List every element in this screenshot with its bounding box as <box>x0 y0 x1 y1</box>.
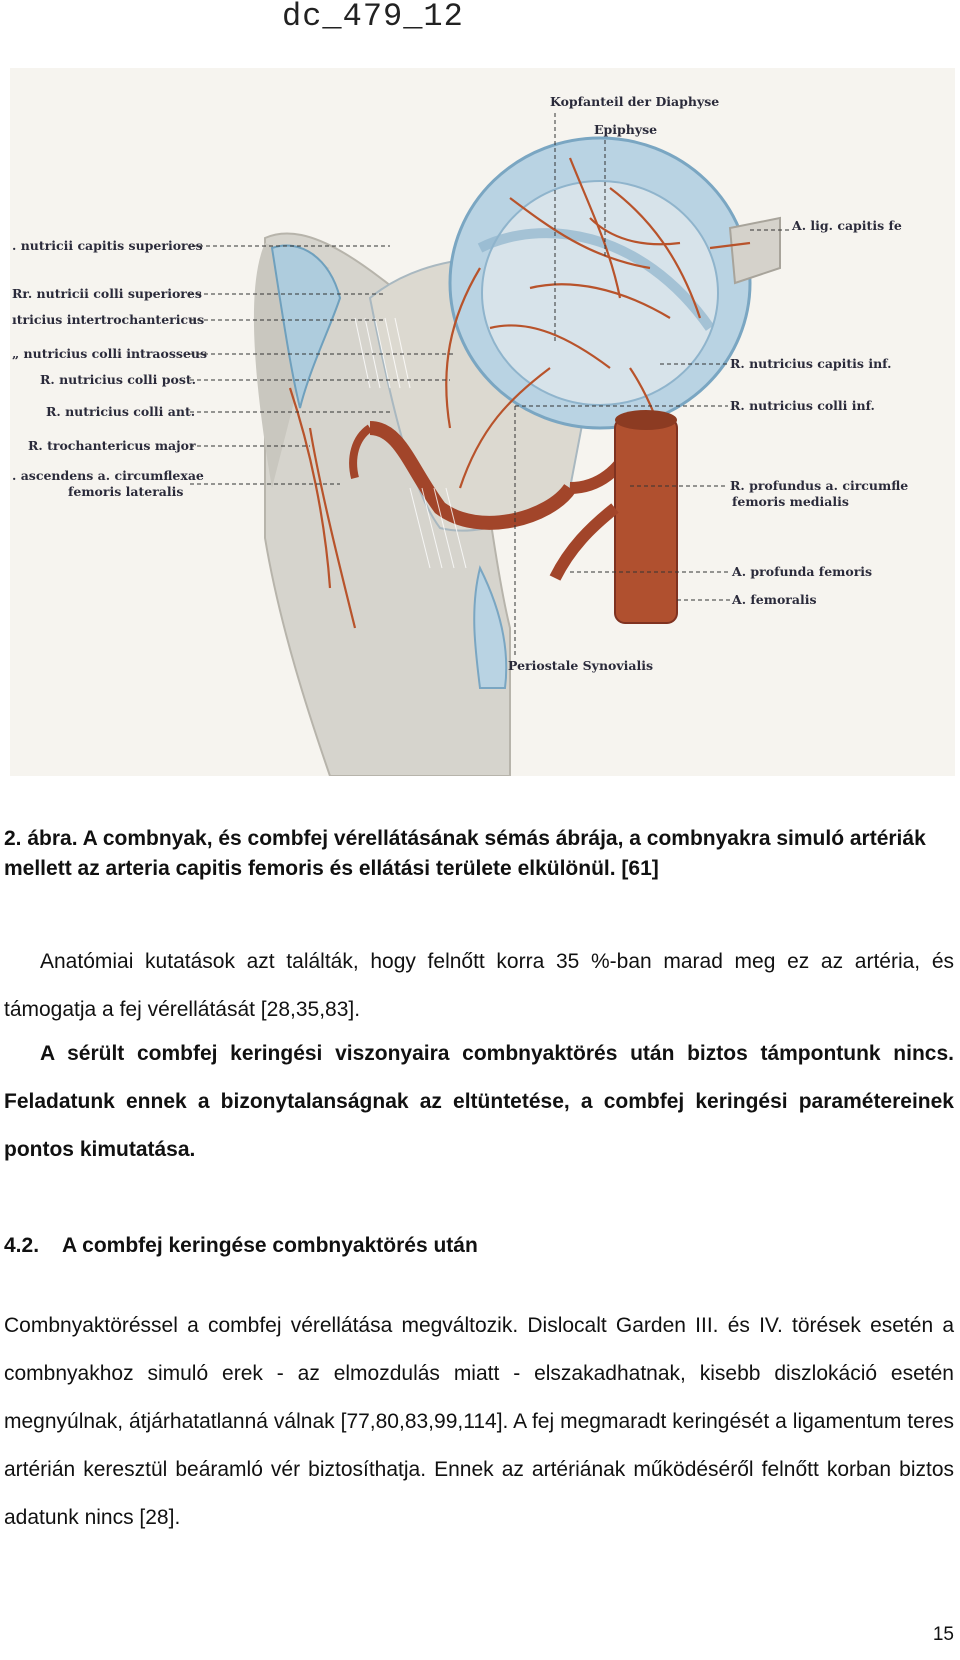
section-title: A combfej keringése combnyaktörés után <box>61 1234 478 1257</box>
label-periostale-synovialis: Periostale Synovialis <box>508 658 654 673</box>
paragraph-research-goal: A sérült combfej keringési viszonyaira combnyaktörés után biztos támpontunk nincs. Feladatunk ennek a bizonytalanságnak az eltüntetése, a combfej keringési paramétereinek pontos kimutatása. <box>4 1042 954 1161</box>
section-number: 4.2. <box>4 1234 40 1257</box>
label-kopfanteil-der-diaphyse: Kopfanteil der Diaphyse <box>550 94 720 109</box>
label-colli-post: R. nutricius colli post. <box>40 372 196 387</box>
label-nutricii-capitis-superiores: . nutricii capitis superiores <box>12 238 203 253</box>
label-lig-capitis: A. lig. capitis fe <box>792 218 902 233</box>
label-femoralis: A. femoralis <box>732 592 817 607</box>
label-nutricius-capitis-inf: R. nutricius capitis inf. <box>730 356 892 371</box>
figure-caption: 2. ábra. A combnyak, és combfej vérellátásának sémás ábrája, a combnyakra simuló artériák mellett az arteria capitis femoris és ellátási területe elkülönül. [61] <box>4 827 926 880</box>
label-colli-ant: R. nutricius colli ant. <box>46 404 196 419</box>
document-id-header: dc_479_12 <box>282 0 464 35</box>
paragraph-anatomical-research: Anatómiai kutatások azt találták, hogy felnőtt korra 35 %-ban marad meg ez az artéria, és támogatja a fej vérellátását [28,35,83]. <box>4 950 954 1021</box>
label-intertrochantericus: ıtricius intertrochantericus <box>12 312 205 327</box>
femoral-head-blood-supply-figure <box>10 68 955 776</box>
label-nutricius-colli-inf: R. nutricius colli inf. <box>730 398 875 413</box>
anatomy-illustration <box>10 68 955 776</box>
label-ascendens: . ascendens a. circumflexae <box>12 468 204 483</box>
label-femoris-medialis: femoris medialis <box>732 494 849 509</box>
label-colli-intraosseus: „ nutricius colli intraosseus <box>12 346 207 361</box>
label-profunda-femoris: A. profunda femoris <box>732 564 873 579</box>
paragraph-fracture-circulation: Combnyaktöréssel a combfej vérellátása megváltozik. Dislocalt Garden III. és IV. törések esetén a combnyakhoz simuló erek - az elmozdulás miatt - elszakadhatnak, kisebb diszlokáció esetén megnyúlnak, átjárhatatlanná válnak [77,80,83,99,114]. A fej megmaradt keringését a ligamentum teres artérián keresztül beáramló vér biztosíthatja. Ennek az artériának működéséről felnőtt korban biztos adatunk nincs [28]. <box>4 1314 954 1529</box>
label-nutricii-colli-superiores: Rr. nutricii colli superiores <box>12 286 202 301</box>
page-number: 15 <box>932 1624 954 1645</box>
section-heading <box>4 1234 478 1258</box>
label-femoris-lateralis: femoris lateralis <box>68 484 184 499</box>
label-trochantericus-major: R. trochantericus major <box>28 438 196 453</box>
label-profundus-circumflexae: R. profundus a. circumfle <box>730 478 909 493</box>
label-epiphyse: Epiphyse <box>594 122 658 137</box>
